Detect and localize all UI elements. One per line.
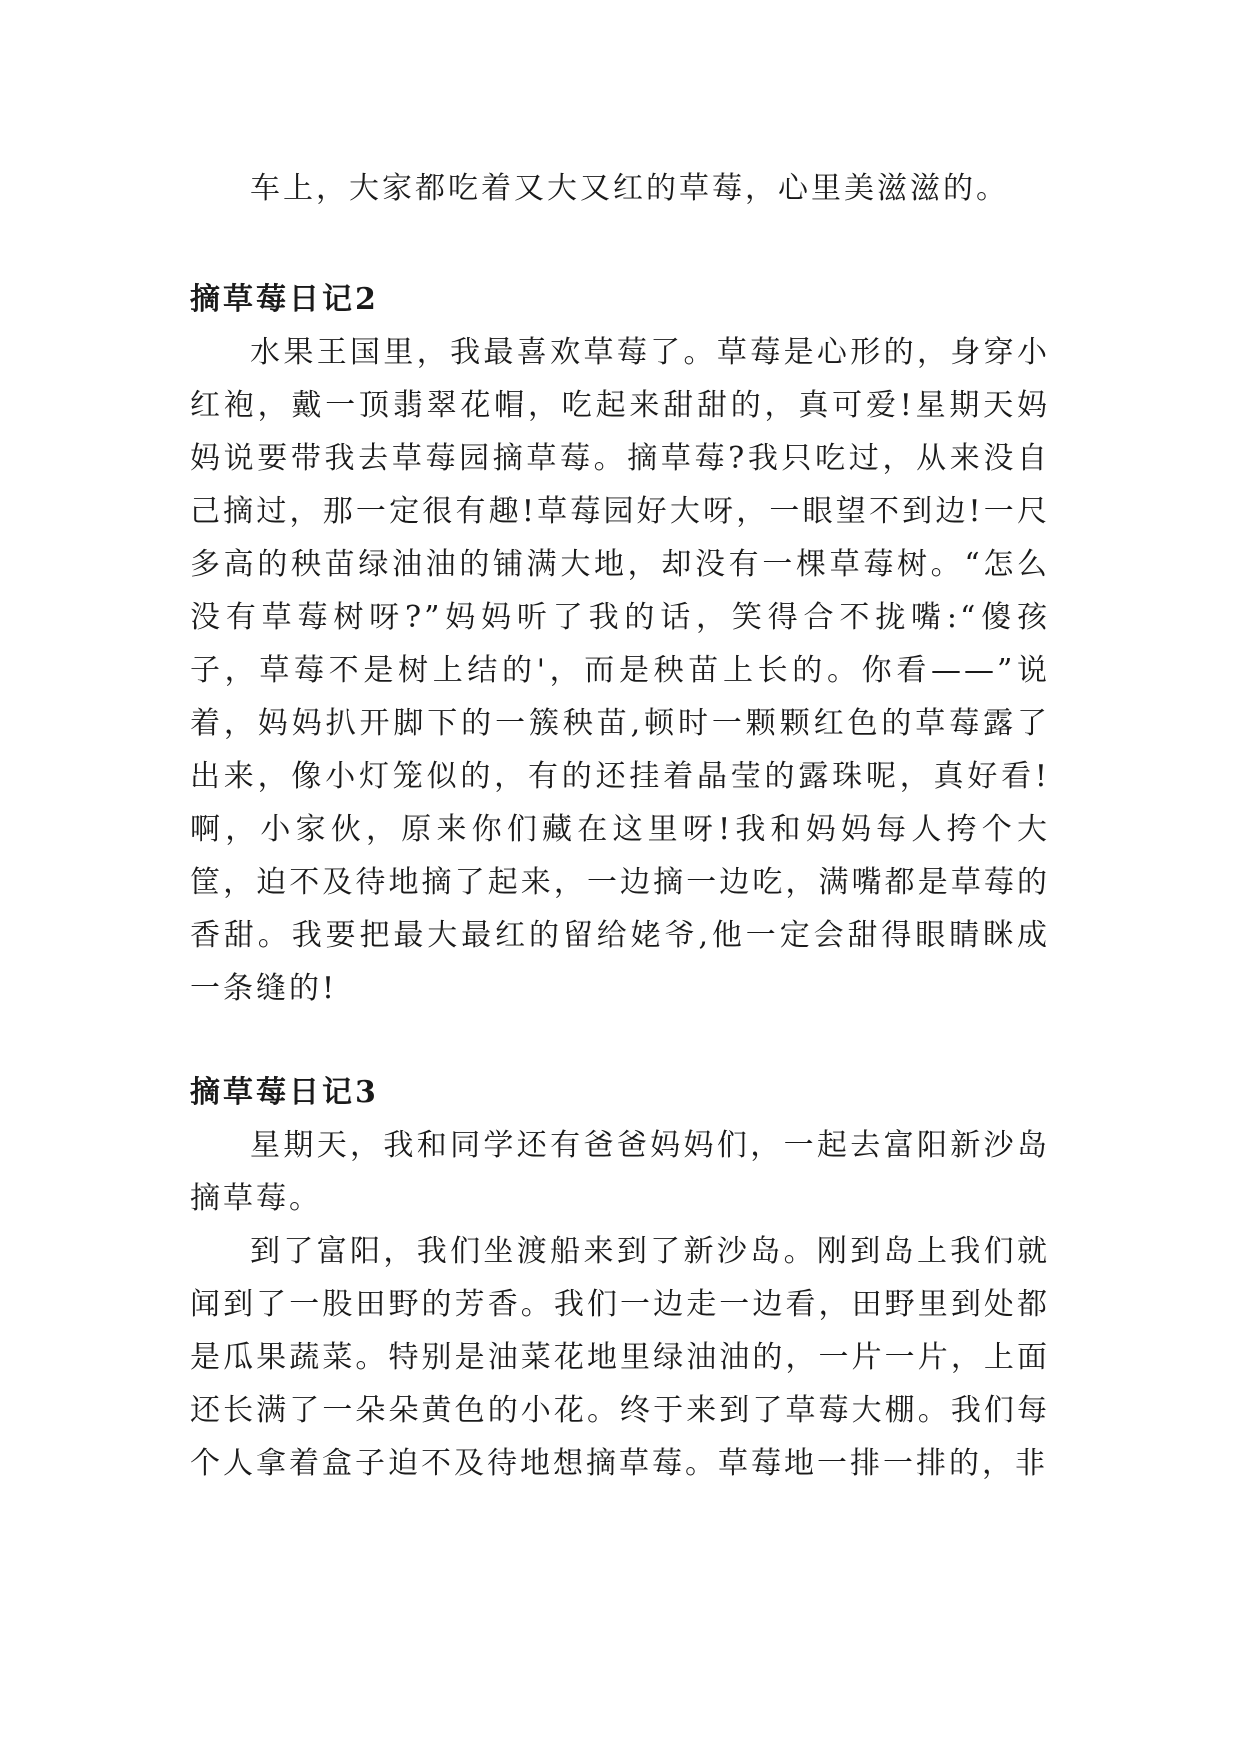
section-title-3: 摘草莓日记3 <box>190 1075 379 1110</box>
intro-paragraph: 车上，大家都吃着又大又红的草莓，心里美滋滋的。 <box>250 171 1009 206</box>
section-3-paragraph-1: 星期天，我和同学还有爸爸妈妈们，一起去富阳新沙岛摘草莓。 <box>190 1128 1050 1216</box>
section-title-2: 摘草莓日记2 <box>190 282 379 317</box>
document-body <box>190 162 1050 1490</box>
section-spacer <box>190 1015 1050 1066</box>
section-2-paragraph-1: 水果王国里，我最喜欢草莓了。草莓是心形的，身穿小红袍，戴一顶翡翠花帽，吃起来甜甜的，真可爱!星期天妈妈说要带我去草莓园摘草莓。摘草莓?我只吃过，从来没自己摘过，那一定很有趣!草莓园好大呀，一眼望不到边!一尺多高的秧苗绿油油的铺满大地，却没有一棵草莓树。“怎么没有草莓树呀?”妈妈听了我的话，笑得合不拢嘴:“傻孩子，草莓不是树上结的'，而是秧苗上长的。你看——”说着，妈妈扒开脚下的一簇秧苗,顿时一颗颗红色的草莓露了出来，像小灯笼似的，有的还挂着晶莹的露珠呢，真好看!啊，小家伙，原来你们藏在这里呀!我和妈妈每人挎个大筐，迫不及待地摘了起来，一边摘一边吃，满嘴都是草莓的香甜。我要把最大最红的留给姥爷,他一定会甜得眼睛眯成一条缝的! <box>190 335 1050 1006</box>
section-3-paragraph-2: 到了富阳，我们坐渡船来到了新沙岛。刚到岛上我们就闻到了一股田野的芳香。我们一边走一边看，田野里到处都是瓜果蔬菜。特别是油菜花地里绿油油的，一片一片，上面还长满了一朵朵黄色的小花。终于来到了草莓大棚。我们每个人拿着盒子迫不及待地想摘草莓。草莓地一排一排的，非 <box>190 1234 1050 1481</box>
section-spacer <box>190 215 1050 273</box>
